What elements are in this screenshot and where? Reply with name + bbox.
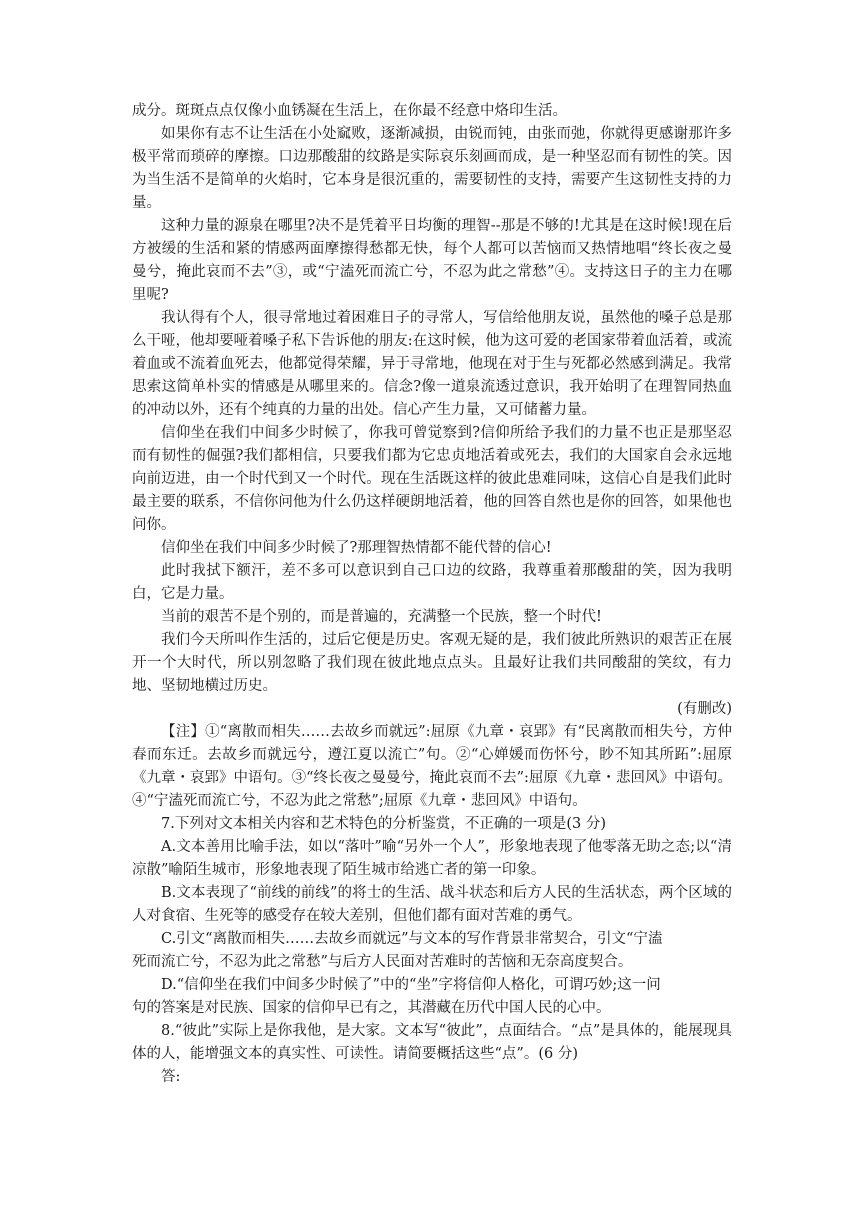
paragraph-7: 此时我拭下额汗，差不多可以意识到自己口边的纹路，我尊重着那酸甜的笑，因为我明白，它是力量。 bbox=[132, 563, 732, 602]
question-7-option-d-line2: 句的答案是对民族、国家的信仰早已有之，其潜藏在历代中国人民的心中。 bbox=[132, 1000, 611, 1016]
paragraph-5: 信仰坐在我们中间多少时候了，你我可曾觉察到?信仰所给予我们的力量不也正是那坚忍而有韧性的倔强?我们都相信，只要我们都为它忠贞地活着或死去，我们的大国家自会永远地向前迈进，由一个时代到又一个时代。现在生活既这样的彼此患难同味，这信心自是我们此时最主要的联系，不信你问他为什么仍这样硬朗地活着，他的回答自然也是你的回答，如果他也问你。 bbox=[132, 425, 732, 533]
question-7-option-b: B.文本表现了“前线的前线”的将士的生活、战斗状态和后方人民的生活状态，两个区域的人对食宿、生死等的感受存在较大差别，但他们都有面对苦难的勇气。 bbox=[132, 885, 732, 924]
paragraph-6: 信仰坐在我们中间多少时候了?那理智热情都不能代替的信心! bbox=[161, 540, 552, 556]
question-7-option-d-line1: D.“信仰坐在我们中间多少时候了”中的“坐”字将信仰人格化，可谓巧妙;这一问 bbox=[161, 977, 661, 993]
paragraph-9: 我们今天所叫作生活的，过后它便是历史。客观无疑的是，我们彼此所熟识的艰苦正在展开一个大时代，所以别忽略了我们现在彼此地点点头。且最好让我们共同酸甜的笑纹，有力地、坚韧地横过历史。 bbox=[132, 632, 732, 694]
paragraph-1: 成分。斑斑点点仅像小血锈凝在生活上，在你最不经意中烙印生活。 bbox=[132, 103, 567, 119]
question-7-option-c-line2: 死而流亡兮，不忍为此之常愁”与后方人民面对苦难时的苦恼和无奈高度契合。 bbox=[132, 954, 633, 970]
question-7-option-c-line1: C.引文“离散而相失……去故乡而就远”与文本的写作背景非常契合，引文“宁溘 bbox=[161, 931, 663, 947]
paragraph-2: 如果你有志不让生活在小处窳败，逐渐减损，由锐而钝，由张而弛，你就得更感谢那许多极平常而琐碎的摩擦。口边那酸甜的纹路是实际哀乐刻画而成，是一种坚忍而有韧性的笑。因为当生活不是简单的火焰时，它本身是很沉重的，需要韧性的支持，需要产生这韧性支持的力量。 bbox=[132, 126, 732, 211]
answer-label: 答: bbox=[161, 1069, 181, 1085]
paragraph-3: 这种力量的源泉在哪里?决不是凭着平日均衡的理智--那是不够的!尤其是在这时候!现在后方被缓的生活和紧的情感两面摩擦得愁都无快，每个人都可以苦恼而又热情地唱“终长夜之曼曼兮，掩此哀而不去”③，或“宁溘死而流亡兮，不忍为此之常愁”④。支持这日子的主力在哪里呢? bbox=[132, 218, 732, 303]
paragraph-8: 当前的艰苦不是个别的，而是普遍的，充满整一个民族，整一个时代! bbox=[161, 609, 602, 625]
paragraph-4: 我认得有个人，很寻常地过着困难日子的寻常人，写信给他朋友说，虽然他的嗓子总是那么干哑，他却要哑着嗓子私下告诉他的朋友:在这时候，他为这可爱的老国家带着血活着，或流着血或不流着血死去，他都觉得荣耀，异于寻常地，他现在对于生与死都必然感到满足。我常思索这简单朴实的情感是从哪里来的。信念?像一道泉流透过意识，我开始明了在理智同热血的冲动以外，还有个纯真的力量的出处。信心产生力量，又可储蓄力量。 bbox=[132, 310, 732, 418]
question-7-stem: 7.下列对文本相关内容和艺术特色的分析鉴赏，不正确的一项是(3 分) bbox=[161, 816, 606, 832]
question-8-stem: 8.“彼此”实际上是你我他，是大家。文本写“彼此”，点面结合。“点”是具体的，能展现具体的人，能增强文本的真实性、可读性。请简要概括这些“点”。(6 分) bbox=[132, 1023, 732, 1062]
footnote: 【注】①“离散而相失……去故乡而就远”:屈原《九章・哀郢》有“民离散而相失兮，方仲春而东迁。去故乡而就远兮，遵江夏以流亡”句。②“心婵媛而伤怀兮，眇不知其所跖”:屈原《九章・哀郢》中语句。③“终长夜之曼曼兮，掩此哀而不去”:屈原《九章・悲回风》中语句。④“宁溘死而流亡兮，不忍为此之常愁”;屈原《九章・悲回风》中语句。 bbox=[132, 724, 732, 809]
document-page bbox=[132, 100, 732, 1089]
question-7-option-a: A.文本善用比喻手法，如以“落叶”喻“另外一个人”，形象地表现了他零落无助之态;以“清凉散”喻陌生城市，形象地表现了陌生城市给逃亡者的第一印象。 bbox=[132, 839, 732, 878]
source-note: (有删改) bbox=[677, 701, 732, 717]
